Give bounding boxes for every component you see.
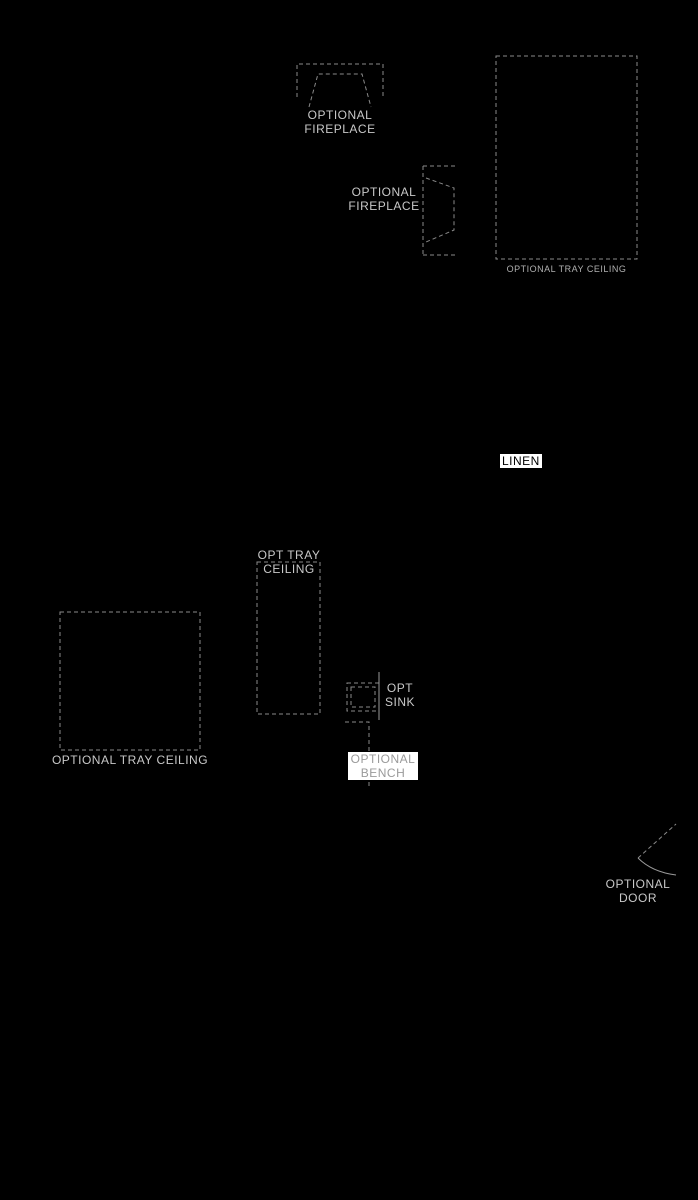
fireplace-side-label (344, 185, 424, 213)
opt-tray-ceiling-outline (257, 562, 320, 714)
fireplace-side-outline (423, 166, 458, 255)
optional-door-label (598, 877, 678, 905)
tray-ceiling-lower-outline (60, 612, 200, 750)
fireplace-top-outline (297, 64, 383, 107)
tray-ceiling-primary-outline (496, 56, 637, 259)
optional-bench-label-line1: OPTIONAL (350, 752, 416, 766)
opt-tray-ceiling-label-line1: OPT TRAY (257, 548, 321, 562)
opt-sink-label-line1: OPT (386, 681, 414, 695)
opt-sink-label (382, 681, 418, 709)
opt-sink-outline (347, 672, 379, 720)
optional-bench-label (348, 752, 418, 780)
opt-sink-label-line2: SINK (384, 695, 415, 709)
opt-tray-ceiling-label (250, 548, 328, 576)
optional-door-swing (638, 824, 676, 875)
fireplace-top-label-line2: FIREPLACE (304, 122, 376, 136)
optional-door-label-line1: OPTIONAL (605, 877, 671, 891)
tray-ceiling-primary-label: OPTIONAL TRAY CEILING (506, 264, 627, 274)
tray-ceiling-lower-label: OPTIONAL TRAY CEILING (51, 753, 209, 767)
optional-door-label-line2: DOOR (619, 891, 657, 905)
linen-label: LINEN (502, 454, 540, 468)
optional-bench-label-line2: BENCH (360, 766, 406, 780)
fireplace-top-label-line1: OPTIONAL (307, 108, 373, 122)
opt-tray-ceiling-label-line2: CEILING (263, 562, 315, 576)
fireplace-side-label-line1: OPTIONAL (351, 185, 417, 199)
fireplace-side-label-line2: FIREPLACE (348, 199, 420, 213)
fireplace-top-label (299, 108, 381, 136)
